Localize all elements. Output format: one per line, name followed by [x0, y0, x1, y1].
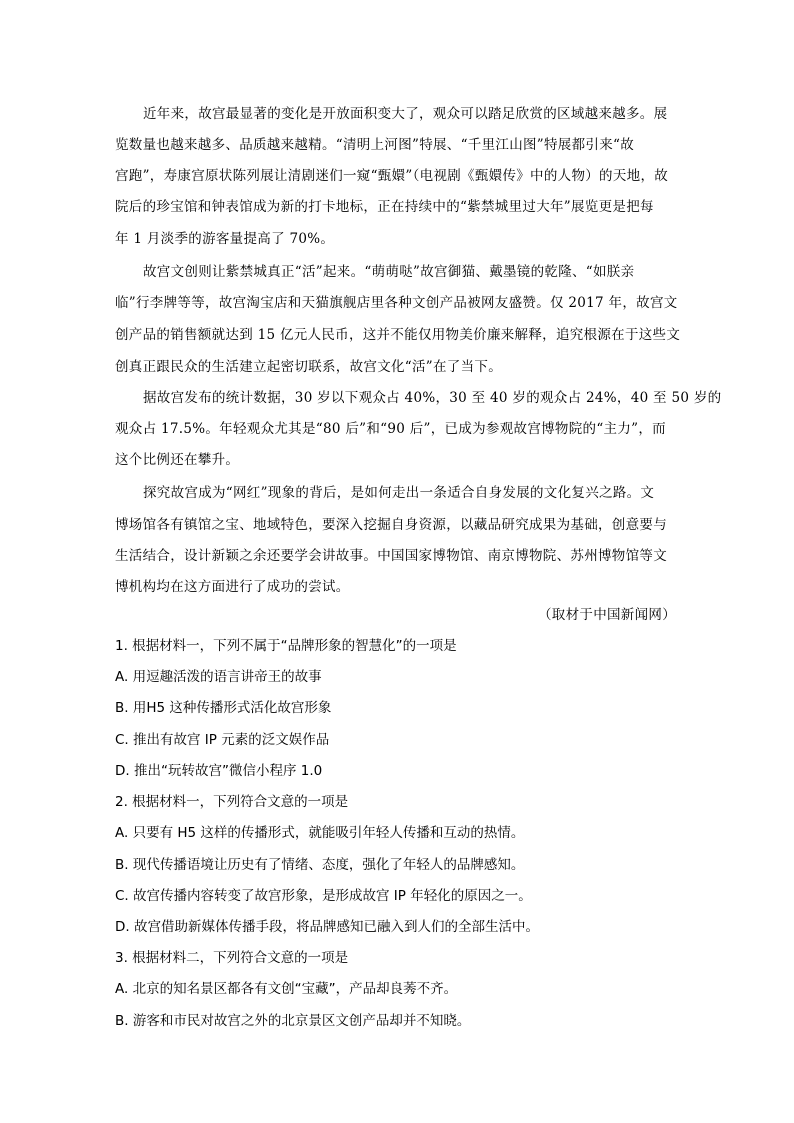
question-2-option-a: A. 只要有 H5 这样的传播形式，就能吸引年轻人传播和互动的热情。: [115, 825, 525, 841]
paragraph-3-line-2: 观众占 17.5%。年轻观众尤其是“80 后”和“90 后”，已成为参观故宫博物院的“主力”，而: [115, 421, 666, 437]
paragraph-1-line-1: 近年来，故宫最显著的变化是开放面积变大了，观众可以踏足欣赏的区域越来越多。展: [143, 106, 668, 122]
source-citation: （取材于中国新闻网）: [538, 607, 676, 623]
question-3-option-a: A. 北京的知名景区都各有文创“宝藏”，产品却良莠不齐。: [115, 981, 458, 997]
question-1-option-c: C. 推出有故宫 IP 元素的泛文娱作品: [115, 732, 330, 748]
paragraph-1-line-5: 年 1 月淡季的游客量提高了 70%。: [115, 231, 335, 247]
paragraph-3-line-1: 据故宫发布的统计数据，30 岁以下观众占 40%，30 至 40 岁的观众占 24%，40 至 50 岁的: [143, 390, 722, 406]
question-1-option-d: D. 推出“玩转故宫”微信小程序 1.0: [115, 763, 323, 779]
paragraph-2-line-4: 创真正跟民众的生活建立起密切联系，故宫文化“活”在了当下。: [115, 359, 503, 375]
paragraph-2-line-2: 临”行李牌等等，故宫淘宝店和天猫旗舰店里各种文创产品被网友盛赞。仅 2017 年，故宫文: [115, 295, 678, 311]
paragraph-4-line-2: 博场馆各有镇馆之宝、地域特色，要深入挖掘自身资源，以藏品研究成果为基础，创意要与: [115, 517, 667, 533]
paragraph-1-line-2: 览数量也越来越多、品质越来越精。“清明上河图”特展、“千里江山图”特展都引来“故: [115, 137, 635, 153]
question-3-stem: 3. 根据材料二，下列符合文意的一项是: [115, 950, 349, 966]
paragraph-1-line-4: 院后的珍宝馆和钟表馆成为新的打卡地标，正在持续中的“紫禁城里过大年”展览更是把每: [115, 199, 654, 215]
question-3-option-b: B. 游客和市民对故宫之外的北京景区文创产品却并不知晓。: [115, 1013, 471, 1029]
paragraph-1-line-3: 宫跑”，寿康宫原状陈列展让清剧迷们一窥“甄嬛”（电视剧《甄嬛传》中的人物）的天地，故: [115, 168, 669, 184]
question-2-stem: 2. 根据材料一，下列符合文意的一项是: [115, 794, 349, 810]
question-1-stem: 1. 根据材料一，下列不属于“品牌形象的智慧化”的一项是: [115, 638, 457, 654]
question-1-option-a: A. 用逗趣活泼的语言讲帝王的故事: [115, 669, 322, 685]
paragraph-2-line-3: 创产品的销售额就达到 15 亿元人民币，这并不能仅用物美价廉来解释，追究根源在于这些文: [115, 327, 681, 343]
paragraph-4-line-4: 博机构均在这方面进行了成功的尝试。: [115, 579, 350, 595]
question-2-option-c: C. 故宫传播内容转变了故宫形象，是形成故宫 IP 年轻化的原因之一。: [115, 888, 532, 904]
paragraph-4-line-1: 探究故宫成为“网红”现象的背后，是如何走出一条适合自身发展的文化复兴之路。文: [143, 485, 655, 501]
paragraph-4-line-3: 生活结合，设计新颖之余还要学会讲故事。中国国家博物馆、南京博物院、苏州博物馆等文: [115, 548, 667, 564]
question-2-option-b: B. 现代传播语境让历史有了情绪、态度，强化了年轻人的品牌感知。: [115, 857, 525, 873]
paragraph-3-line-3: 这个比例还在攀升。: [115, 452, 240, 468]
question-1-option-b: B. 用H5 这种传播形式活化故宫形象: [115, 700, 332, 716]
paragraph-2-line-1: 故宫文创则让紫禁城真正“活”起来。“萌萌哒”故宫御猫、戴墨镜的乾隆、“如朕亲: [143, 264, 635, 280]
question-2-option-d: D. 故宫借助新媒体传播手段，将品牌感知已融入到人们的全部生活中。: [115, 919, 539, 935]
